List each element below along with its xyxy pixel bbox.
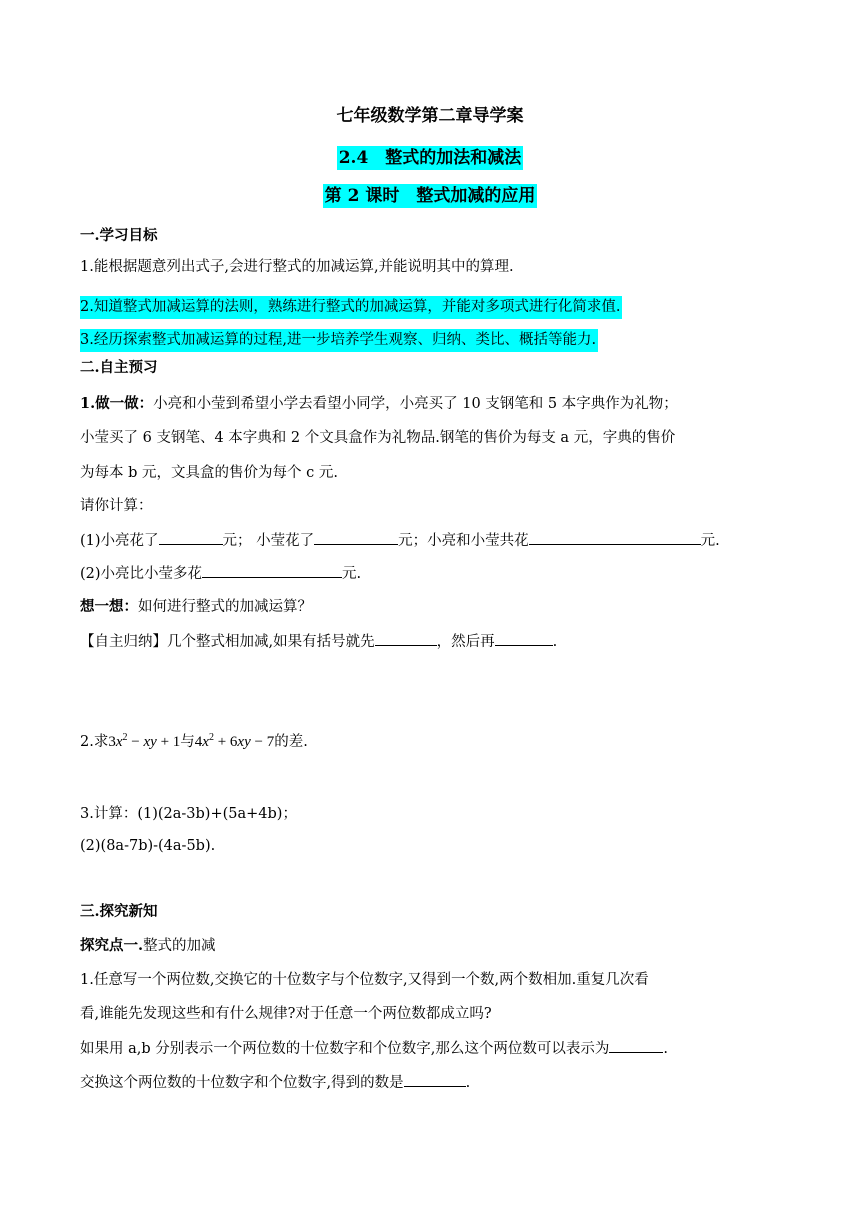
goal-item: 3.经历探索整式加减运算的过程,进一步培养学生观察、归纳、类比、概括等能力. [80,330,780,350]
exercise-3-part-2: (2)(8a-7b)-(4a-5b). [80,838,216,854]
question-2: (2)小亮比小莹多花 元. [80,563,780,584]
exercise-2: 2.求$3x^2$ − xy + 1与$4x^2 + 6xy - 7$的差. [80,732,308,750]
goal-item: 2.知道整式加减运算的法则，熟练进行整式的加减运算，并能对多项式进行化简求值. [80,297,780,317]
answer-blank[interactable] [495,631,553,646]
learning-goals-heading: 一.学习目标 [80,227,158,244]
summary-line: 【自主归纳】几个整式相加减,如果有括号就先 ，然后再 . [80,631,780,652]
explore-text: 如果用 a,b 分别表示一个两位数的十位数字和个位数字,那么这个两位数可以表示为 . [80,1038,780,1059]
think-label: 想一想： [80,598,138,615]
answer-blank[interactable] [314,530,398,545]
do-it-line: 为每本 b 元，文具盒的售价为每个 c 元. [80,465,338,481]
answer-blank[interactable] [404,1072,466,1087]
answer-blank[interactable] [529,530,701,545]
explore-point-1: 探究点一.整式的加减 [80,937,216,954]
self-study-heading: 二.自主预习 [80,359,158,376]
do-it-line: 小莹买了 6 支钢笔、4 本字典和 2 个文具盒作为礼物品.钢笔的售价为每支 a 元，字典的售价 [80,430,676,446]
think-line: 想一想：如何进行整式的加减运算？ [80,598,312,615]
lesson-title: 第 2 课时 整式加减的应用 [324,186,536,206]
polynomial-2: $4x^2 + 6xy - 7$ [194,732,275,750]
document-title: 七年级数学第二章导学案 [336,106,524,126]
do-it-line: 1.做一做：小亮和小莹到希望小学去看望小同学，小亮买了 10 支钢笔和 5 本字典作为礼物； [80,395,678,412]
answer-blank[interactable] [202,563,342,578]
do-it-label: 1.做一做： [80,395,154,412]
explore-text: 看,谁能先发现这些和有什么规律?对于任意一个两位数都成立吗? [80,1006,492,1022]
explore-text: 1.任意写一个两位数,交换它的十位数字与个位数字,又得到一个数,两个数相加.重复几次看 [80,972,649,988]
explore-text: 交换这个两位数的十位数字和个位数字,得到的数是 . [80,1072,780,1093]
answer-blank[interactable] [609,1038,663,1053]
answer-blank[interactable] [375,631,437,646]
explore-heading: 三.探究新知 [80,903,158,920]
question-1: (1)小亮花了 元； 小莹花了 元；小亮和小莹共花 元. [80,530,780,551]
answer-blank[interactable] [159,530,223,545]
exercise-3: 3.计算：(1)(2a-3b)+(5a+4b)； [80,806,297,822]
polynomial-1: $3x^2$ − xy + 1 [108,732,181,750]
calc-prompt: 请你计算： [80,498,153,514]
section-title: 2.4 整式的加法和减法 [338,148,522,168]
goal-item: 1.能根据题意列出式子,会进行整式的加减运算,并能说明其中的算理. [80,259,514,275]
explore-point-label: 探究点一. [80,937,144,954]
